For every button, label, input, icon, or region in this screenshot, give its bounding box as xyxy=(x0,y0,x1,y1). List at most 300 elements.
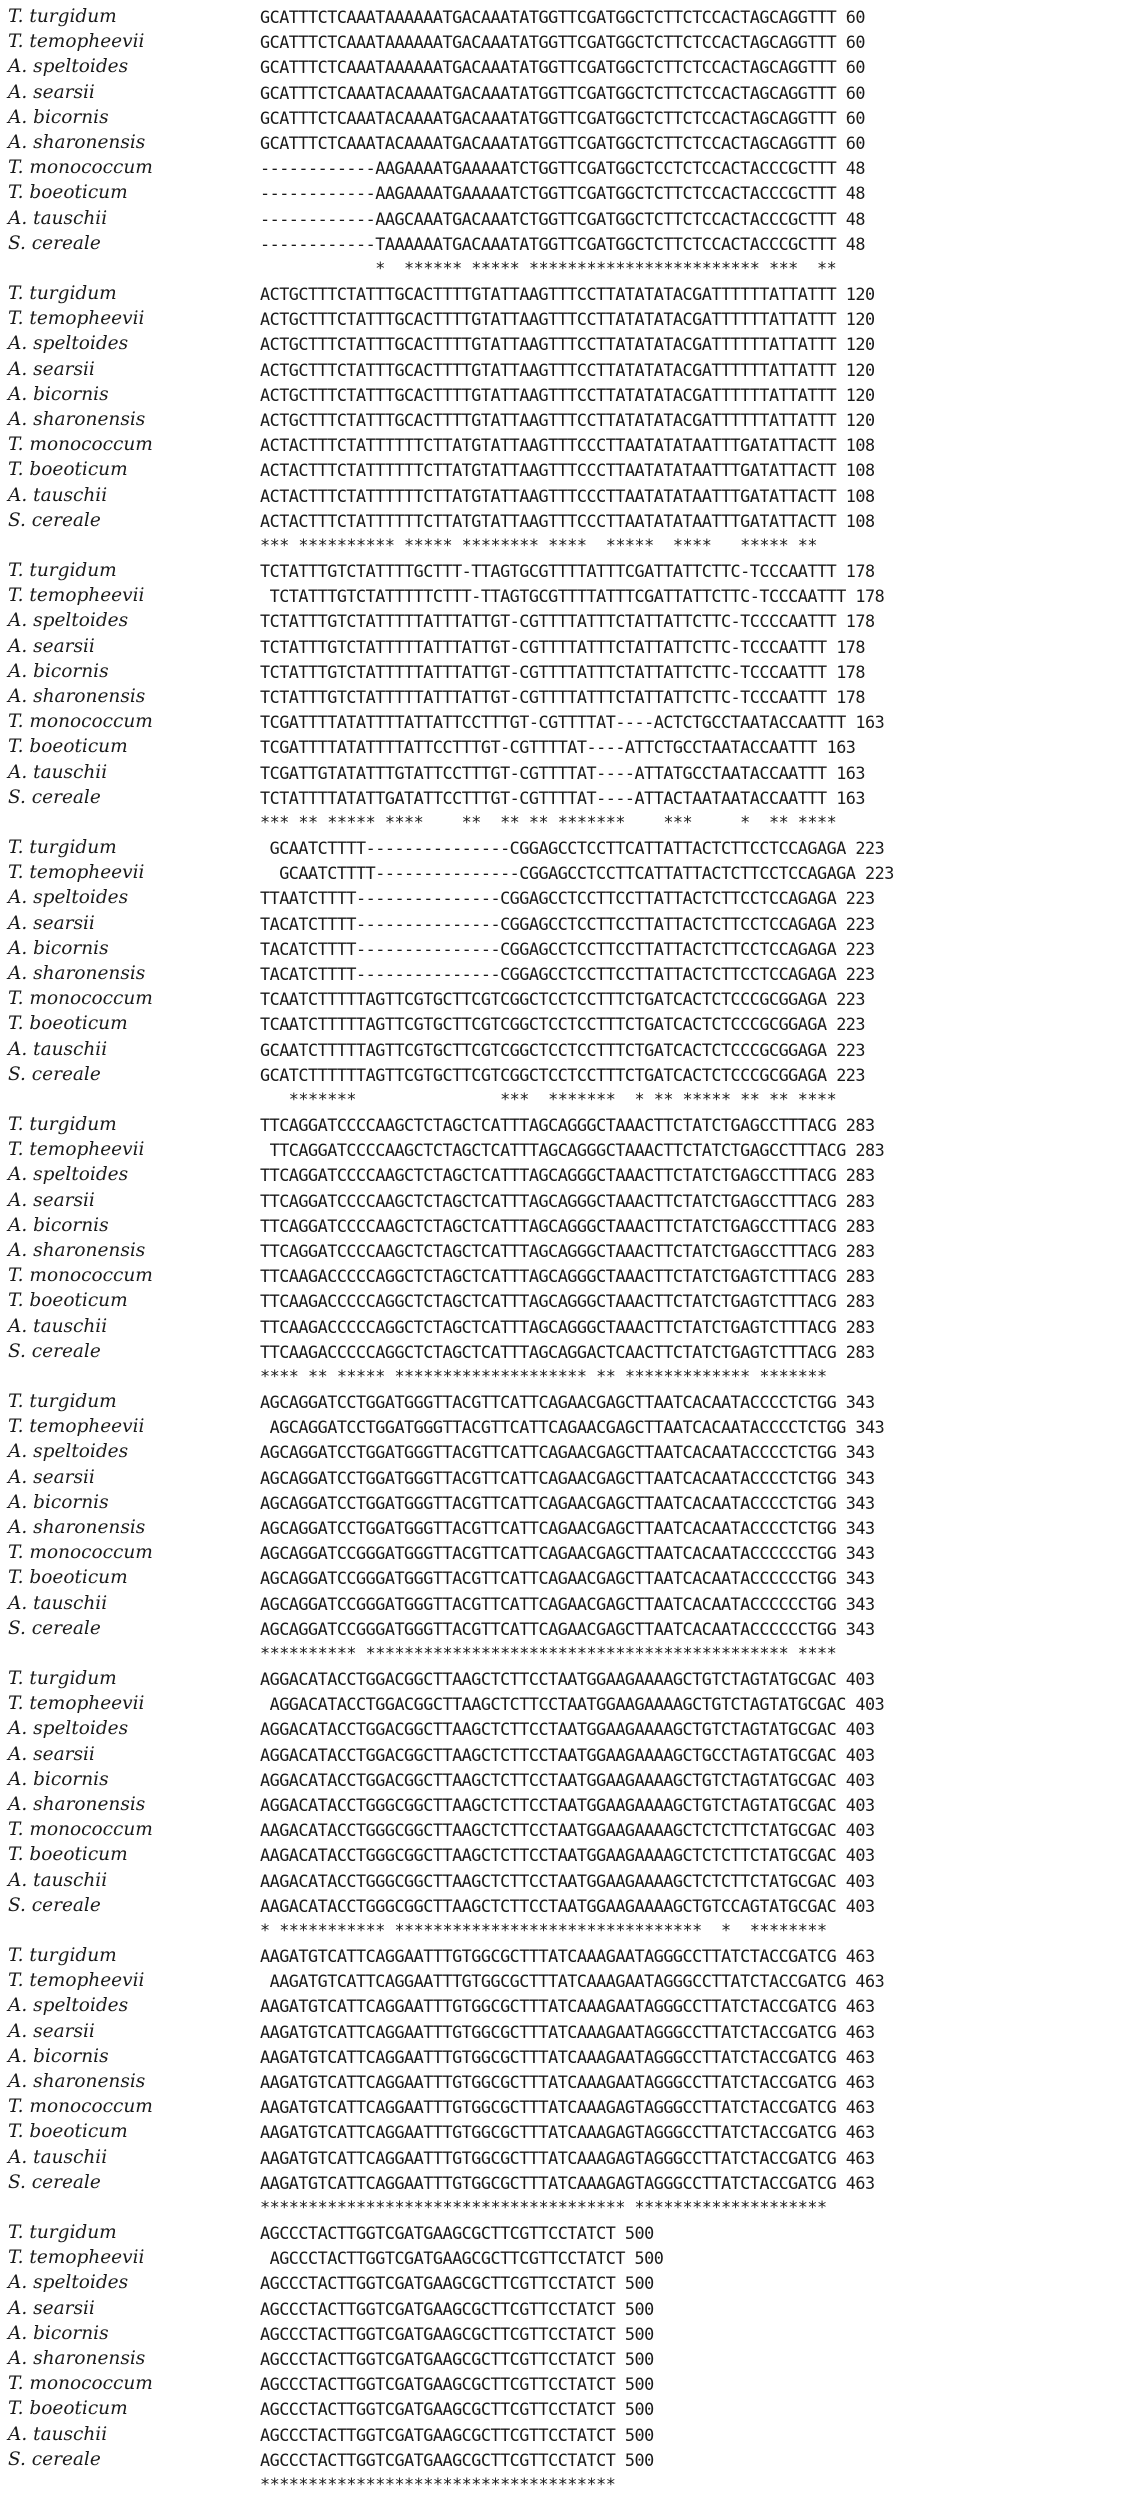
species-name xyxy=(8,2220,256,2246)
sequence-text: ACTGCTTTCTATTTGCACTTTTGTATTAAGTTTCCTTATATATACGATTTTTTATTATTT 120 xyxy=(260,284,875,304)
species-name xyxy=(8,382,256,408)
sequence-text: AGCCCTACTTGGTCGATGAAGCGCTTCGTTCCTATCT 500 xyxy=(260,2323,654,2344)
sequence-text: GCATCTTTTTTAGTTCGTGCTTCGTCGGCTCCTCCTTTCTGATCACTCTCCCGCGGAGA 223 xyxy=(260,1064,865,1085)
sequence-text: TTAATCTTTT---------------CGGAGCCTCCTTCCTTATTACTCTTCCTCCAGAGA 223 xyxy=(260,888,875,909)
species-epithet: turgidum xyxy=(29,6,117,27)
sequence-text: AAGATGTCATTCAGGAATTTGTGGCGCTTTATCAAAGAGTAGGGCCTTATCTACCGATCG 463 xyxy=(260,2097,875,2118)
genus-abbrev: T. xyxy=(8,1114,24,1135)
genus-abbrev: T. xyxy=(8,1013,24,1035)
species-name xyxy=(8,1465,256,1491)
species-epithet: cereale xyxy=(31,1617,101,1639)
species-name xyxy=(8,986,256,1012)
genus-abbrev: T. xyxy=(8,2373,24,2395)
sequence-text: AGCAGGATCCGGGATGGGTTACGTTCATTCAGAACGAGCTTAATCACAATACCCCCCTGG 343 xyxy=(260,1618,875,1639)
species-epithet: searsii xyxy=(33,1189,95,1211)
alignment-block xyxy=(8,1112,1128,1389)
species-name xyxy=(8,206,256,232)
alignment-block xyxy=(8,835,1128,1112)
sequence-text: AGGACATACCTGGACGGCTTAAGCTCTTCCTAATGGAAGAAAAGCTGTCTAGTATGCGAC 403 xyxy=(260,1694,885,1715)
sequence-text: TTCAGGATCCCCAAGCTCTAGCTCATTTAGCAGGGCTAAACTTCTATCTGAGCCTTTACG 283 xyxy=(260,1140,885,1161)
species-epithet: tauschii xyxy=(33,2423,108,2445)
sequence-text: TCTATTTTATATTGATATTCCTTTGT-CGTTTTAT----ATTACTAATAATACCAATTT 163 xyxy=(260,787,865,808)
species-name xyxy=(8,785,256,811)
species-epithet: turgidum xyxy=(29,1945,117,1966)
species-name xyxy=(8,835,256,861)
species-name xyxy=(8,1666,256,1692)
genus-abbrev: T. xyxy=(8,2222,24,2243)
sequence-text: AGCAGGATCCTGGATGGGTTACGTTCATTCAGAACGAGCTTAATCACAATACCCCTCTGG 343 xyxy=(260,1492,875,1513)
species-epithet: sharonensis xyxy=(33,963,146,984)
genus-abbrev: T. xyxy=(8,2096,24,2118)
species-epithet: sharonensis xyxy=(33,1517,146,1538)
species-name xyxy=(8,432,256,458)
sequence-text: TCTATTTGTCTATTTTGCTTT-TTAGTGCGTTTTATTTCGATTATTCTTC-TCCCAATTT 178 xyxy=(260,561,875,581)
species-name xyxy=(8,2346,256,2372)
species-epithet: speltoides xyxy=(33,1164,129,1186)
species-name xyxy=(8,1339,256,1365)
species-name xyxy=(8,2245,256,2271)
sequence-text: ACTACTTTCTATTTTTTCTTATGTATTAAGTTTCCCTTAATATATAATTTGATATTACTT 108 xyxy=(260,485,875,506)
species-name xyxy=(8,1943,256,1969)
species-epithet: tauschii xyxy=(33,484,108,506)
sequence-text: GCAATCTTTT---------------CGGAGCCTCCTTCATTATTACTCTTCCTCCAGAGA 223 xyxy=(260,863,894,884)
sequence-text: GCATTTCTCAAATAAAAAATGACAAATATGGTTCGATGGCTCTTCTCCACTAGCAGGTTT 60 xyxy=(260,57,865,78)
sequence-text: AGCCCTACTTGGTCGATGAAGCGCTTCGTTCCTATCT 500 xyxy=(260,2424,654,2445)
genus-abbrev: T. xyxy=(8,31,24,53)
sequence-text: TCTATTTGTCTATTTTTATTTATTGT-CGTTTTATTTCTATTATTCTTC-TCCCAATTT 178 xyxy=(260,636,865,657)
species-epithet: bicornis xyxy=(33,2322,109,2344)
species-epithet: boeoticum xyxy=(29,2121,128,2143)
sequence-text: ACTGCTTTCTATTTGCACTTTTGTATTAAGTTTCCTTATATATACGATTTTTTATTATTT 120 xyxy=(260,309,875,330)
genus-abbrev: T. xyxy=(8,1567,24,1589)
species-name xyxy=(8,1112,256,1138)
genus-abbrev: A. xyxy=(8,1768,28,1790)
genus-abbrev: S. xyxy=(8,2448,26,2470)
sequence-text: TCTATTTGTCTATTTTTCTTT-TTAGTGCGTTTTATTTCGATTATTCTTC-TCCCAATTT 178 xyxy=(260,586,885,607)
sequence-text: AAGACATACCTGGGCGGCTTAAGCTCTTCCTAATGGAAGAAAAGCTCTCTTCTATGCGAC 403 xyxy=(260,1845,875,1866)
species-name xyxy=(8,961,256,987)
sequence-text: TACATCTTTT---------------CGGAGCCTCCTTCCTTATTACTCTTCCTCCAGAGA 223 xyxy=(260,964,875,984)
sequence-text: AGCCCTACTTGGTCGATGAAGCGCTTCGTTCCTATCT 500 xyxy=(260,2374,654,2395)
species-epithet: bicornis xyxy=(33,106,109,128)
genus-abbrev: A. xyxy=(8,660,28,682)
genus-abbrev: A. xyxy=(8,2348,28,2369)
genus-abbrev: S. xyxy=(8,1617,26,1639)
sequence-text: TCAATCTTTTTAGTTCGTGCTTCGTCGGCTCCTCCTTTCTGATCACTCTCCCGCGGAGA 223 xyxy=(260,989,865,1010)
sequence-text: AGCAGGATCCTGGATGGGTTACGTTCATTCAGAACGAGCTTAATCACAATACCCCTCTGG 343 xyxy=(260,1518,875,1538)
species-epithet: monococcum xyxy=(29,1265,153,1287)
alignment-block xyxy=(8,1389,1128,1666)
species-epithet: searsii xyxy=(33,358,95,380)
species-name xyxy=(8,457,256,483)
sequence-text: TACATCTTTT---------------CGGAGCCTCCTTCCTTATTACTCTTCCTCCAGAGA 223 xyxy=(260,938,875,959)
species-name xyxy=(8,1993,256,2019)
genus-abbrev: T. xyxy=(8,308,24,330)
species-epithet: tauschii xyxy=(33,2146,108,2168)
genus-abbrev: T. xyxy=(8,182,24,204)
genus-abbrev: A. xyxy=(8,686,28,707)
genus-abbrev: A. xyxy=(8,2045,28,2067)
species-epithet: speltoides xyxy=(33,333,129,355)
species-epithet: tauschii xyxy=(33,207,108,229)
species-epithet: turgidum xyxy=(29,560,117,581)
genus-abbrev: T. xyxy=(8,560,24,581)
species-epithet: tauschii xyxy=(33,1869,108,1891)
species-epithet: temopheevii xyxy=(29,585,145,607)
sequence-text: TCTATTTGTCTATTTTTATTTATTGT-CGTTTTATTTCTATTATTCTTC-TCCCCAATTT 178 xyxy=(260,611,875,632)
genus-abbrev: T. xyxy=(8,6,24,27)
consensus-text: **** ** ***** ******************** ** ************* ******* xyxy=(260,1366,827,1386)
genus-abbrev: A. xyxy=(8,937,28,959)
sequence-text: AGCAGGATCCTGGATGGGTTACGTTCATTCAGAACGAGCTTAATCACAATACCCCTCTGG 343 xyxy=(260,1392,875,1412)
species-name xyxy=(8,1137,256,1163)
species-name xyxy=(8,105,256,131)
species-epithet: turgidum xyxy=(29,2222,117,2243)
alignment-block xyxy=(8,2220,1128,2497)
species-name xyxy=(8,508,256,534)
genus-abbrev: A. xyxy=(8,1214,28,1236)
genus-abbrev: T. xyxy=(8,1844,24,1866)
species-epithet: searsii xyxy=(33,1743,95,1765)
species-epithet: sharonensis xyxy=(33,1794,146,1815)
sequence-text: ------------AAGAAAATGAAAAATCTGGTTCGATGGCTCTTCTCCACTACCCGCTTT 48 xyxy=(260,183,865,204)
species-name xyxy=(8,1565,256,1591)
species-epithet: cereale xyxy=(31,232,101,254)
consensus-text: ************************************* xyxy=(260,2474,616,2494)
species-epithet: searsii xyxy=(33,912,95,934)
species-name xyxy=(8,1691,256,1717)
species-name xyxy=(8,1616,256,1642)
species-name xyxy=(8,1792,256,1818)
species-name xyxy=(8,684,256,710)
genus-abbrev: T. xyxy=(8,736,24,758)
genus-abbrev: T. xyxy=(8,1391,24,1412)
species-name xyxy=(8,1188,256,1214)
sequence-text: AGCCCTACTTGGTCGATGAAGCGCTTCGTTCCTATCT 500 xyxy=(260,2349,654,2369)
genus-abbrev: T. xyxy=(8,711,24,733)
species-name xyxy=(8,130,256,156)
sequence-text: ACTACTTTCTATTTTTTCTTATGTATTAAGTTTCCCTTAATATATAATTTGATATTACTT 108 xyxy=(260,435,875,456)
species-name xyxy=(8,2396,256,2422)
sequence-text: ACTGCTTTCTATTTGCACTTTTGTATTAAGTTTCCTTATATATACGATTTTTTATTATTT 120 xyxy=(260,359,875,380)
sequence-text: TTCAAGACCCCCAGGCTCTAGCTCATTTAGCAGGGCTAAACTTCTATCTGAGTCTTTACG 283 xyxy=(260,1291,875,1312)
genus-abbrev: S. xyxy=(8,2171,26,2193)
sequence-text: AGCAGGATCCTGGATGGGTTACGTTCATTCAGAACGAGCTTAATCACAATACCCCTCTGG 343 xyxy=(260,1467,875,1488)
genus-abbrev: T. xyxy=(8,585,24,607)
sequence-alignment xyxy=(8,4,1128,2497)
genus-abbrev: A. xyxy=(8,1794,28,1815)
genus-abbrev: A. xyxy=(8,1189,28,1211)
sequence-text: AAGATGTCATTCAGGAATTTGTGGCGCTTTATCAAAGAATAGGGCCTTATCTACCGATCG 463 xyxy=(260,2046,875,2067)
species-epithet: searsii xyxy=(33,1466,95,1488)
sequence-text: GCATTTCTCAAATACAAAATGACAAATATGGTTCGATGGCTCTTCTCCACTAGCAGGTTT 60 xyxy=(260,82,865,103)
species-name xyxy=(8,2119,256,2145)
species-epithet: sharonensis xyxy=(33,1240,146,1261)
genus-abbrev: T. xyxy=(8,1542,24,1564)
sequence-text: AAGATGTCATTCAGGAATTTGTGGCGCTTTATCAAAGAATAGGGCCTTATCTACCGATCG 463 xyxy=(260,1971,885,1992)
consensus-text: ******* *** ******* * ** ***** ** ** **** xyxy=(260,1089,837,1109)
sequence-text: AGCCCTACTTGGTCGATGAAGCGCTTCGTTCCTATCT 500 xyxy=(260,2449,654,2470)
genus-abbrev: T. xyxy=(8,988,24,1010)
species-epithet: bicornis xyxy=(33,1768,109,1790)
species-name xyxy=(8,1716,256,1742)
species-epithet: monococcum xyxy=(29,2096,153,2118)
alignment-block xyxy=(8,558,1128,835)
species-name xyxy=(8,608,256,634)
consensus-text: *** ********** ***** ******** **** ***** **** ***** ** xyxy=(260,535,817,555)
species-name xyxy=(8,911,256,937)
species-name xyxy=(8,1893,256,1919)
species-name xyxy=(8,1314,256,1340)
species-name xyxy=(8,1162,256,1188)
genus-abbrev: T. xyxy=(8,1668,24,1689)
species-epithet: tauschii xyxy=(33,1315,108,1337)
genus-abbrev: A. xyxy=(8,2071,28,2092)
consensus-text: ********** ******************************************** **** xyxy=(260,1643,837,1663)
sequence-text: AGCCCTACTTGGTCGATGAAGCGCTTCGTTCCTATCT 500 xyxy=(260,2399,654,2420)
sequence-text: TCAATCTTTTTAGTTCGTGCTTCGTCGGCTCCTCCTTTCTGATCACTCTCCCGCGGAGA 223 xyxy=(260,1014,865,1035)
genus-abbrev: A. xyxy=(8,383,28,405)
species-name xyxy=(8,357,256,383)
species-epithet: bicornis xyxy=(33,1491,109,1513)
genus-abbrev: T. xyxy=(8,1693,24,1715)
consensus-text: *** ** ***** **** ** ** ** ******* *** * ** **** xyxy=(260,812,837,832)
species-epithet: speltoides xyxy=(33,610,129,632)
sequence-text: AGCAGGATCCTGGATGGGTTACGTTCATTCAGAACGAGCTTAATCACAATACCCCTCTGG 343 xyxy=(260,1417,885,1438)
species-epithet: speltoides xyxy=(33,1995,129,2017)
species-epithet: cereale xyxy=(31,1063,101,1085)
genus-abbrev: T. xyxy=(8,1416,24,1438)
species-epithet: bicornis xyxy=(33,2045,109,2067)
sequence-text: AGCAGGATCCTGGATGGGTTACGTTCATTCAGAACGAGCTTAATCACAATACCCCTCTGG 343 xyxy=(260,1442,875,1463)
sequence-text: TCGATTTTATATTTTATTCCTTTGT-CGTTTTAT----ATTCTGCCTAATACCAATTT 163 xyxy=(260,737,856,758)
species-epithet: temopheevii xyxy=(29,2247,145,2269)
species-name xyxy=(8,2270,256,2296)
species-epithet: bicornis xyxy=(33,937,109,959)
species-epithet: cereale xyxy=(31,1340,101,1362)
sequence-text: AAGATGTCATTCAGGAATTTGTGGCGCTTTATCAAAGAGTAGGGCCTTATCTACCGATCG 463 xyxy=(260,2172,875,2193)
alignment-block xyxy=(8,4,1128,281)
genus-abbrev: S. xyxy=(8,1063,26,1085)
alignment-block xyxy=(8,1666,1128,1943)
sequence-text: ------------AAGCAAATGACAAATCTGGTTCGATGGCTCTTCTCCACTACCCGCTTT 48 xyxy=(260,208,865,229)
species-epithet: searsii xyxy=(33,2020,95,2042)
species-epithet: cereale xyxy=(31,509,101,531)
sequence-text: AAGATGTCATTCAGGAATTTGTGGCGCTTTATCAAAGAATAGGGCCTTATCTACCGATCG 463 xyxy=(260,2072,875,2092)
species-epithet: temopheevii xyxy=(29,308,145,330)
species-name xyxy=(8,54,256,80)
genus-abbrev: S. xyxy=(8,1340,26,1362)
genus-abbrev: T. xyxy=(8,2398,24,2420)
species-name xyxy=(8,2447,256,2473)
species-epithet: temopheevii xyxy=(29,1416,145,1438)
genus-abbrev: A. xyxy=(8,761,28,783)
sequence-text: GCATTTCTCAAATACAAAATGACAAATATGGTTCGATGGCTCTTCTCCACTAGCAGGTTT 60 xyxy=(260,107,865,128)
genus-abbrev: A. xyxy=(8,56,28,78)
species-name xyxy=(8,2044,256,2070)
genus-abbrev: A. xyxy=(8,1517,28,1538)
genus-abbrev: A. xyxy=(8,1038,28,1060)
genus-abbrev: A. xyxy=(8,1869,28,1891)
genus-abbrev: T. xyxy=(8,2121,24,2143)
species-epithet: sharonensis xyxy=(33,132,146,153)
species-name xyxy=(8,1817,256,1843)
sequence-text: AAGACATACCTGGGCGGCTTAAGCTCTTCCTAATGGAAGAAAAGCTGTCCAGTATGCGAC 403 xyxy=(260,1895,875,1916)
species-name xyxy=(8,180,256,206)
species-name xyxy=(8,583,256,609)
sequence-text: AGCAGGATCCGGGATGGGTTACGTTCATTCAGAACGAGCTTAATCACAATACCCCCCTGG 343 xyxy=(260,1593,875,1614)
species-epithet: bicornis xyxy=(33,660,109,682)
species-epithet: monococcum xyxy=(29,2373,153,2395)
species-epithet: boeoticum xyxy=(29,1290,128,1312)
species-name xyxy=(8,558,256,584)
sequence-text: ACTGCTTTCTATTTGCACTTTTGTATTAAGTTTCCTTATATATACGATTTTTTATTATTT 120 xyxy=(260,384,875,405)
species-epithet: bicornis xyxy=(33,383,109,405)
sequence-text: GCATTTCTCAAATAAAAAATGACAAATATGGTTCGATGGCTCTTCTCCACTAGCAGGTTT 60 xyxy=(260,7,865,27)
genus-abbrev: A. xyxy=(8,484,28,506)
genus-abbrev: A. xyxy=(8,1718,28,1740)
alignment-block xyxy=(8,1943,1128,2220)
sequence-text: ACTGCTTTCTATTTGCACTTTTGTATTAAGTTTCCTTATATATACGATTTTTTATTATTT 120 xyxy=(260,334,875,355)
sequence-text: ACTACTTTCTATTTTTTCTTATGTATTAAGTTTCCCTTAATATATAATTTGATATTACTT 108 xyxy=(260,510,875,531)
species-epithet: speltoides xyxy=(33,56,129,78)
genus-abbrev: A. xyxy=(8,963,28,984)
genus-abbrev: A. xyxy=(8,1240,28,1261)
species-epithet: searsii xyxy=(33,635,95,657)
species-epithet: cereale xyxy=(31,1894,101,1916)
genus-abbrev: A. xyxy=(8,1164,28,1186)
genus-abbrev: S. xyxy=(8,786,26,808)
species-epithet: sharonensis xyxy=(33,686,146,707)
sequence-text: AAGATGTCATTCAGGAATTTGTGGCGCTTTATCAAAGAGTAGGGCCTTATCTACCGATCG 463 xyxy=(260,2122,875,2143)
sequence-text: AGGACATACCTGGGCGGCTTAAGCTCTTCCTAATGGAAGAAAAGCTGTCTAGTATGCGAC 403 xyxy=(260,1795,875,1815)
genus-abbrev: A. xyxy=(8,1592,28,1614)
sequence-text: TTCAGGATCCCCAAGCTCTAGCTCATTTAGCAGGGCTAAACTTCTATCTGAGCCTTTACG 283 xyxy=(260,1165,875,1186)
sequence-text: AGGACATACCTGGACGGCTTAAGCTCTTCCTAATGGAAGAAAAGCTGTCTAGTATGCGAC 403 xyxy=(260,1769,875,1790)
species-name xyxy=(8,1037,256,1063)
genus-abbrev: A. xyxy=(8,610,28,632)
species-name xyxy=(8,2170,256,2196)
genus-abbrev: S. xyxy=(8,1894,26,1916)
species-epithet: monococcum xyxy=(29,434,153,456)
species-epithet: boeoticum xyxy=(29,1013,128,1035)
genus-abbrev: A. xyxy=(8,887,28,909)
species-epithet: turgidum xyxy=(29,1391,117,1412)
species-epithet: boeoticum xyxy=(29,736,128,758)
species-name xyxy=(8,2371,256,2397)
sequence-text: TTCAAGACCCCCAGGCTCTAGCTCATTTAGCAGGACTCAACTTCTATCTGAGTCTTTACG 283 xyxy=(260,1341,875,1362)
species-name xyxy=(8,2094,256,2120)
species-name xyxy=(8,1767,256,1793)
genus-abbrev: A. xyxy=(8,106,28,128)
sequence-text: AAGATGTCATTCAGGAATTTGTGGCGCTTTATCAAAGAGTAGGGCCTTATCTACCGATCG 463 xyxy=(260,2147,875,2168)
species-epithet: boeoticum xyxy=(29,2398,128,2420)
sequence-text: TCTATTTGTCTATTTTTATTTATTGT-CGTTTTATTTCTATTATTCTTC-TCCCAATTT 178 xyxy=(260,661,865,682)
species-epithet: tauschii xyxy=(33,761,108,783)
genus-abbrev: A. xyxy=(8,333,28,355)
genus-abbrev: T. xyxy=(8,434,24,456)
genus-abbrev: A. xyxy=(8,1995,28,2017)
species-epithet: temopheevii xyxy=(29,1970,145,1992)
species-name xyxy=(8,885,256,911)
species-name xyxy=(8,2145,256,2171)
species-name xyxy=(8,1389,256,1415)
species-epithet: cereale xyxy=(31,2171,101,2193)
species-name xyxy=(8,1742,256,1768)
sequence-text: GCAATCTTTTTAGTTCGTGCTTCGTCGGCTCCTCCTTTCTGATCACTCTCCCGCGGAGA 223 xyxy=(260,1039,865,1060)
consensus-text: * *********** ******************************** * ******** xyxy=(260,1920,827,1940)
sequence-text: AAGACATACCTGGGCGGCTTAAGCTCTTCCTAATGGAAGAAAAGCTCTCTTCTATGCGAC 403 xyxy=(260,1870,875,1891)
sequence-text: TTCAGGATCCCCAAGCTCTAGCTCATTTAGCAGGGCTAAACTTCTATCTGAGCCTTTACG 283 xyxy=(260,1241,875,1261)
sequence-text: TTCAGGATCCCCAAGCTCTAGCTCATTTAGCAGGGCTAAACTTCTATCTGAGCCTTTACG 283 xyxy=(260,1115,875,1135)
genus-abbrev: A. xyxy=(8,132,28,153)
sequence-text: TTCAAGACCCCCAGGCTCTAGCTCATTTAGCAGGGCTAAACTTCTATCTGAGTCTTTACG 283 xyxy=(260,1266,875,1287)
species-epithet: turgidum xyxy=(29,837,117,858)
sequence-text: AGGACATACCTGGACGGCTTAAGCTCTTCCTAATGGAAGAAAAGCTGTCTAGTATGCGAC 403 xyxy=(260,1669,875,1689)
genus-abbrev: T. xyxy=(8,1819,24,1841)
species-name xyxy=(8,331,256,357)
sequence-text: GCATTTCTCAAATAAAAAATGACAAATATGGTTCGATGGCTCTTCTCCACTAGCAGGTTT 60 xyxy=(260,32,865,53)
sequence-text: GCAATCTTTT---------------CGGAGCCTCCTTCATTATTACTCTTCCTCCAGAGA 223 xyxy=(260,838,885,858)
consensus-text: * ****** ***** ************************ *** ** xyxy=(260,258,837,278)
genus-abbrev: T. xyxy=(8,837,24,858)
species-epithet: speltoides xyxy=(33,887,129,909)
genus-abbrev: T. xyxy=(8,283,24,304)
species-name xyxy=(8,709,256,735)
sequence-text: AGCCCTACTTGGTCGATGAAGCGCTTCGTTCCTATCT 500 xyxy=(260,2273,654,2294)
genus-abbrev: A. xyxy=(8,2423,28,2445)
species-epithet: temopheevii xyxy=(29,1693,145,1715)
genus-abbrev: A. xyxy=(8,409,28,430)
species-name xyxy=(8,281,256,307)
species-epithet: monococcum xyxy=(29,1542,153,1564)
species-epithet: speltoides xyxy=(33,1718,129,1740)
species-name xyxy=(8,1540,256,1566)
species-name xyxy=(8,634,256,660)
genus-abbrev: A. xyxy=(8,2272,28,2294)
species-name xyxy=(8,155,256,181)
species-epithet: cereale xyxy=(31,2448,101,2470)
species-epithet: monococcum xyxy=(29,1819,153,1841)
consensus-text: ************************************** ******************** xyxy=(260,2197,827,2217)
species-epithet: speltoides xyxy=(33,2272,129,2294)
genus-abbrev: A. xyxy=(8,2020,28,2042)
genus-abbrev: A. xyxy=(8,1441,28,1463)
species-epithet: cereale xyxy=(31,786,101,808)
species-epithet: monococcum xyxy=(29,157,153,179)
sequence-text: AGGACATACCTGGACGGCTTAAGCTCTTCCTAATGGAAGAAAAGCTGCCTAGTATGCGAC 403 xyxy=(260,1744,875,1765)
species-epithet: sharonensis xyxy=(33,2071,146,2092)
species-name xyxy=(8,1591,256,1617)
species-epithet: tauschii xyxy=(33,1038,108,1060)
sequence-text: ACTGCTTTCTATTTGCACTTTTGTATTAAGTTTCCTTATATATACGATTTTTTATTATTT 120 xyxy=(260,410,875,430)
genus-abbrev: T. xyxy=(8,1945,24,1966)
species-name xyxy=(8,2296,256,2322)
species-epithet: turgidum xyxy=(29,1114,117,1135)
species-name xyxy=(8,306,256,332)
sequence-text: AGCCCTACTTGGTCGATGAAGCGCTTCGTTCCTATCT 500 xyxy=(260,2223,654,2243)
genus-abbrev: A. xyxy=(8,912,28,934)
sequence-text: AGCAGGATCCGGGATGGGTTACGTTCATTCAGAACGAGCTTAATCACAATACCCCCCTGG 343 xyxy=(260,1543,875,1564)
species-name xyxy=(8,2422,256,2448)
sequence-text: AGCCCTACTTGGTCGATGAAGCGCTTCGTTCCTATCT 500 xyxy=(260,2248,664,2269)
species-epithet: searsii xyxy=(33,81,95,103)
genus-abbrev: T. xyxy=(8,1970,24,1992)
genus-abbrev: T. xyxy=(8,2247,24,2269)
species-epithet: boeoticum xyxy=(29,182,128,204)
species-epithet: turgidum xyxy=(29,1668,117,1689)
sequence-text: GCATTTCTCAAATACAAAATGACAAATATGGTTCGATGGCTCTTCTCCACTAGCAGGTTT 60 xyxy=(260,133,865,153)
